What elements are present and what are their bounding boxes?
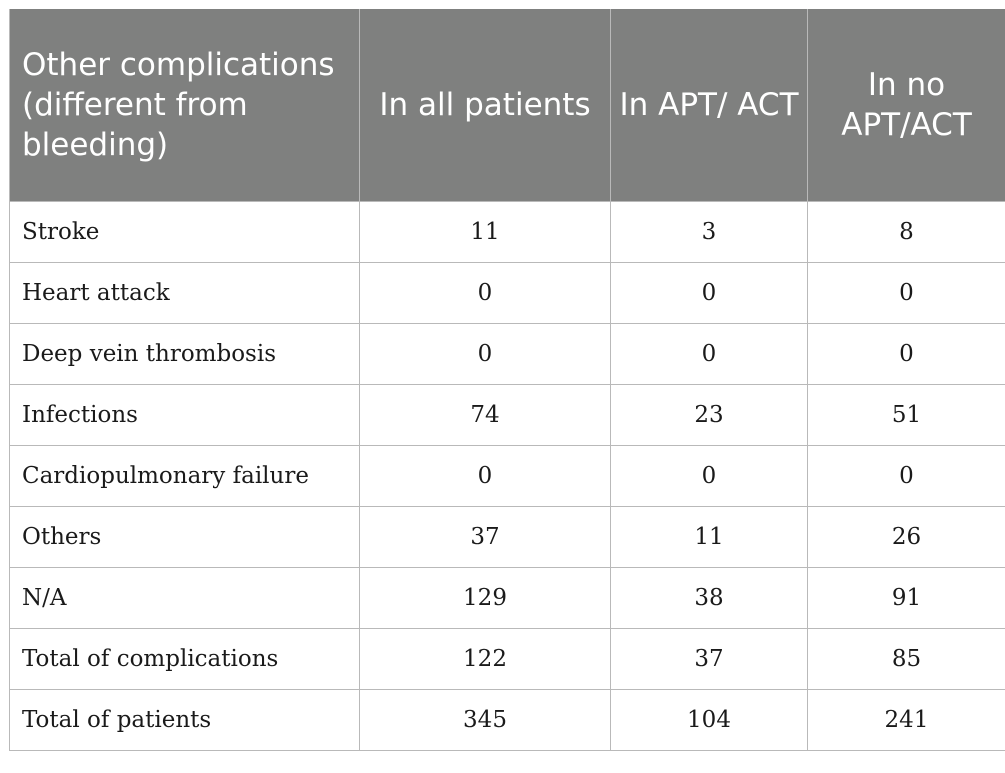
table-row: [10, 446, 1005, 507]
cell-apt-act: 104: [611, 690, 808, 751]
row-label: Cardiopulmonary failure: [10, 446, 360, 507]
table-row: [10, 385, 1005, 446]
cell-apt-act: 3: [611, 202, 808, 263]
cell-all-patients: 129: [360, 568, 611, 629]
cell-all-patients: 74: [360, 385, 611, 446]
cell-no-apt-act: 8: [808, 202, 1005, 263]
cell-all-patients: 345: [360, 690, 611, 751]
cell-no-apt-act: 0: [808, 324, 1005, 385]
row-label: Heart attack: [10, 263, 360, 324]
header-no-apt-act: In no APT/ACT: [808, 9, 1005, 202]
cell-apt-act: 0: [611, 324, 808, 385]
table-row: [10, 202, 1005, 263]
cell-apt-act: 37: [611, 629, 808, 690]
cell-no-apt-act: 0: [808, 263, 1005, 324]
cell-no-apt-act: 51: [808, 385, 1005, 446]
cell-no-apt-act: 26: [808, 507, 1005, 568]
row-label: N/A: [10, 568, 360, 629]
cell-all-patients: 37: [360, 507, 611, 568]
cell-apt-act: 38: [611, 568, 808, 629]
header-row: [10, 9, 1005, 202]
table-row: [10, 324, 1005, 385]
row-label: Total of complications: [10, 629, 360, 690]
row-label: Stroke: [10, 202, 360, 263]
table-row: [10, 690, 1005, 751]
cell-apt-act: 11: [611, 507, 808, 568]
cell-all-patients: 0: [360, 446, 611, 507]
row-label: Total of patients: [10, 690, 360, 751]
cell-no-apt-act: 241: [808, 690, 1005, 751]
cell-apt-act: 23: [611, 385, 808, 446]
header-complication-type: Other complications (different from bleeding): [10, 9, 360, 202]
header-apt-act: In APT/ ACT: [611, 9, 808, 202]
cell-all-patients: 0: [360, 263, 611, 324]
cell-apt-act: 0: [611, 263, 808, 324]
cell-no-apt-act: 85: [808, 629, 1005, 690]
table-body: [10, 202, 1005, 751]
row-label: Deep vein thrombosis: [10, 324, 360, 385]
cell-apt-act: 0: [611, 446, 808, 507]
cell-no-apt-act: 0: [808, 446, 1005, 507]
cell-all-patients: 122: [360, 629, 611, 690]
table-header: [10, 9, 1005, 202]
complications-table: [9, 9, 1005, 751]
cell-no-apt-act: 91: [808, 568, 1005, 629]
header-all-patients: In all patients: [360, 9, 611, 202]
row-label: Infections: [10, 385, 360, 446]
row-label: Others: [10, 507, 360, 568]
cell-all-patients: 11: [360, 202, 611, 263]
table-row: [10, 507, 1005, 568]
table-row: [10, 568, 1005, 629]
table-row: [10, 263, 1005, 324]
cell-all-patients: 0: [360, 324, 611, 385]
table-row: [10, 629, 1005, 690]
